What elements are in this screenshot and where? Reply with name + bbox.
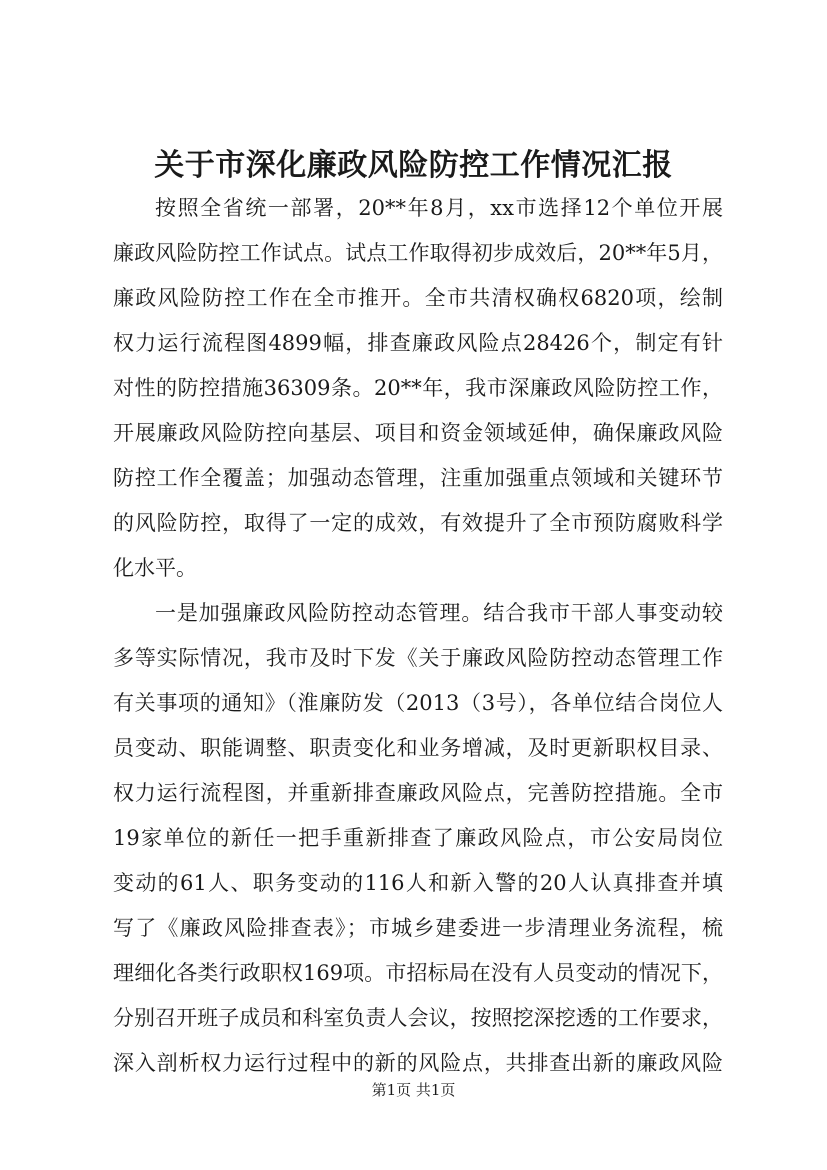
paragraph-2-line-7: 变动的61人、职务变动的116人和新入警的20人认真排查并填 xyxy=(113,871,723,895)
paragraph-1-line-8: 的风险防控，取得了一定的成效，有效提升了全市预防腐败科学 xyxy=(113,511,723,535)
paragraph-2-line-1: 一是加强廉政风险防控动态管理。结合我市干部人事变动较 xyxy=(155,601,723,625)
paragraph-2-line-3: 有关事项的通知》（淮廉防发（2013（3号），各单位结合岗位人 xyxy=(113,691,723,715)
paragraph-1-line-5: 对性的防控措施36309条。20**年，我市深廉政风险防控工作， xyxy=(113,376,723,400)
paragraph-1-line-1: 按照全省统一部署，20**年8月，xx市选择12个单位开展 xyxy=(155,196,723,220)
paragraph-1-line-3: 廉政风险防控工作在全市推开。全市共清权确权6820项，绘制 xyxy=(113,286,723,310)
paragraph-2-line-11: 深入剖析权力运行过程中的新的风险点，共排查出新的廉政风险 xyxy=(113,1051,723,1075)
paragraph-2-line-8: 写了《廉政风险排查表》；市城乡建委进一步清理业务流程，梳 xyxy=(113,916,723,940)
paragraph-2-line-4: 员变动、职能调整、职责变化和业务增减，及时更新职权目录、 xyxy=(113,736,723,760)
paragraph-2-line-9: 理细化各类行政职权169项。市招标局在没有人员变动的情况下， xyxy=(113,961,723,985)
paragraph-1-line-2: 廉政风险防控工作试点。试点工作取得初步成效后，20**年5月， xyxy=(113,241,723,265)
paragraph-2-line-10: 分别召开班子成员和科室负责人会议，按照挖深挖透的工作要求， xyxy=(113,1006,723,1030)
paragraph-2-line-6: 19家单位的新任一把手重新排查了廉政风险点，市公安局岗位 xyxy=(113,826,723,850)
paragraph-2-line-2: 多等实际情况，我市及时下发《关于廉政风险防控动态管理工作 xyxy=(113,646,723,670)
paragraph-1-line-7: 防控工作全覆盖；加强动态管理，注重加强重点领域和关键环节 xyxy=(113,466,723,490)
paragraph-1-line-6: 开展廉政风险防控向基层、项目和资金领域延伸，确保廉政风险 xyxy=(113,421,723,445)
page-title: 关于市深化廉政风险防控工作情况汇报 xyxy=(154,148,673,183)
paragraph-1-line-4: 权力运行流程图4899幅，排查廉政风险点28426个，制定有针 xyxy=(113,331,723,355)
page-footer: 第1页 共1页 xyxy=(371,1081,456,1099)
paragraph-1-line-9: 化水平。 xyxy=(113,556,197,580)
paragraph-2-line-5: 权力运行流程图，并重新排查廉政风险点，完善防控措施。全市 xyxy=(113,781,723,805)
